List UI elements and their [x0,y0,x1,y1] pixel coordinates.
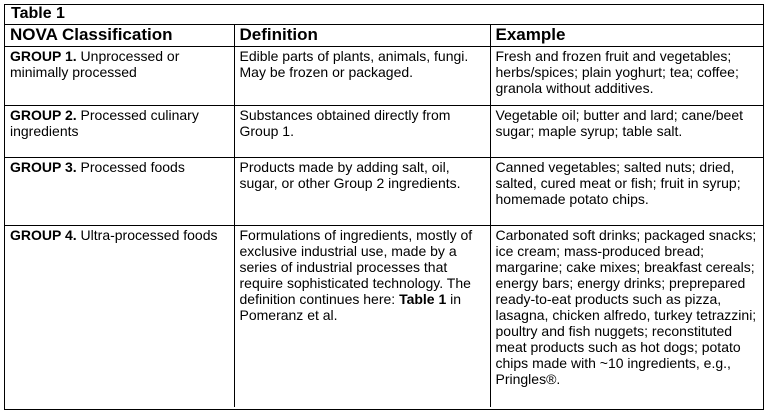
definition-cell: Edible parts of plants, animals, fungi. May be frozen or packaged. [234,47,490,106]
group-label: GROUP 2. [10,107,77,123]
definition-cell: Products made by adding salt, oil, sugar, or other Group 2 ingredients. [234,158,490,226]
group-label: GROUP 3. [10,159,77,175]
table-row [5,106,763,158]
definition-reference: Table 1 [399,291,447,307]
nova-table [5,25,763,407]
table-row [5,47,763,106]
table-caption: Table 1 [5,5,763,25]
group-name: Processed foods [80,159,185,175]
classification-cell [5,47,234,106]
header-example: Example [490,25,763,47]
table-row [5,226,763,408]
header-row [5,25,763,47]
classification-cell [5,106,234,158]
group-name: Processed culinary ingredients [10,107,199,139]
definition-cell [234,226,490,408]
classification-cell [5,226,234,408]
header-definition: Definition [234,25,490,47]
definition-tail: in Pomeranz et al. [239,291,462,323]
definition-cell: Substances obtained directly from Group 1. [234,106,490,158]
example-cell: Fresh and frozen fruit and vegetables; herbs/spices; plain yoghurt; tea; coffee; granola without additives. [490,47,763,106]
header-classification: NOVA Classification [5,25,234,47]
classification-cell [5,158,234,226]
group-name: Ultra-processed foods [80,227,218,243]
group-label: GROUP 4. [10,227,77,243]
group-label: GROUP 1. [10,48,77,64]
table-row [5,158,763,226]
definition-text: Formulations of ingredients, mostly of exclusive industrial use, made by a series of industrial processes that require sophisticated technology. The definition continues here: [239,227,473,307]
example-cell: Canned vegetables; salted nuts; dried, salted, cured meat or fish; fruit in syrup; homemade potato chips. [490,158,763,226]
group-name: Unprocessed or minimally processed [10,48,180,80]
example-cell: Carbonated soft drinks; packaged snacks; ice cream; mass-produced bread; margarine; cake mixes; breakfast cereals; energy bars; energy drinks; preprepared ready-to-eat products such as pizza, lasagna, chicken alfredo, turkey tetrazzini; poultry and fish nuggets; reconstituted meat products such as hot dogs; potato chips made with ~10 ingredients, e.g., Pringles®. [490,226,763,408]
example-cell: Vegetable oil; butter and lard; cane/beet sugar; maple syrup; table salt. [490,106,763,158]
nova-table-frame [4,4,764,410]
